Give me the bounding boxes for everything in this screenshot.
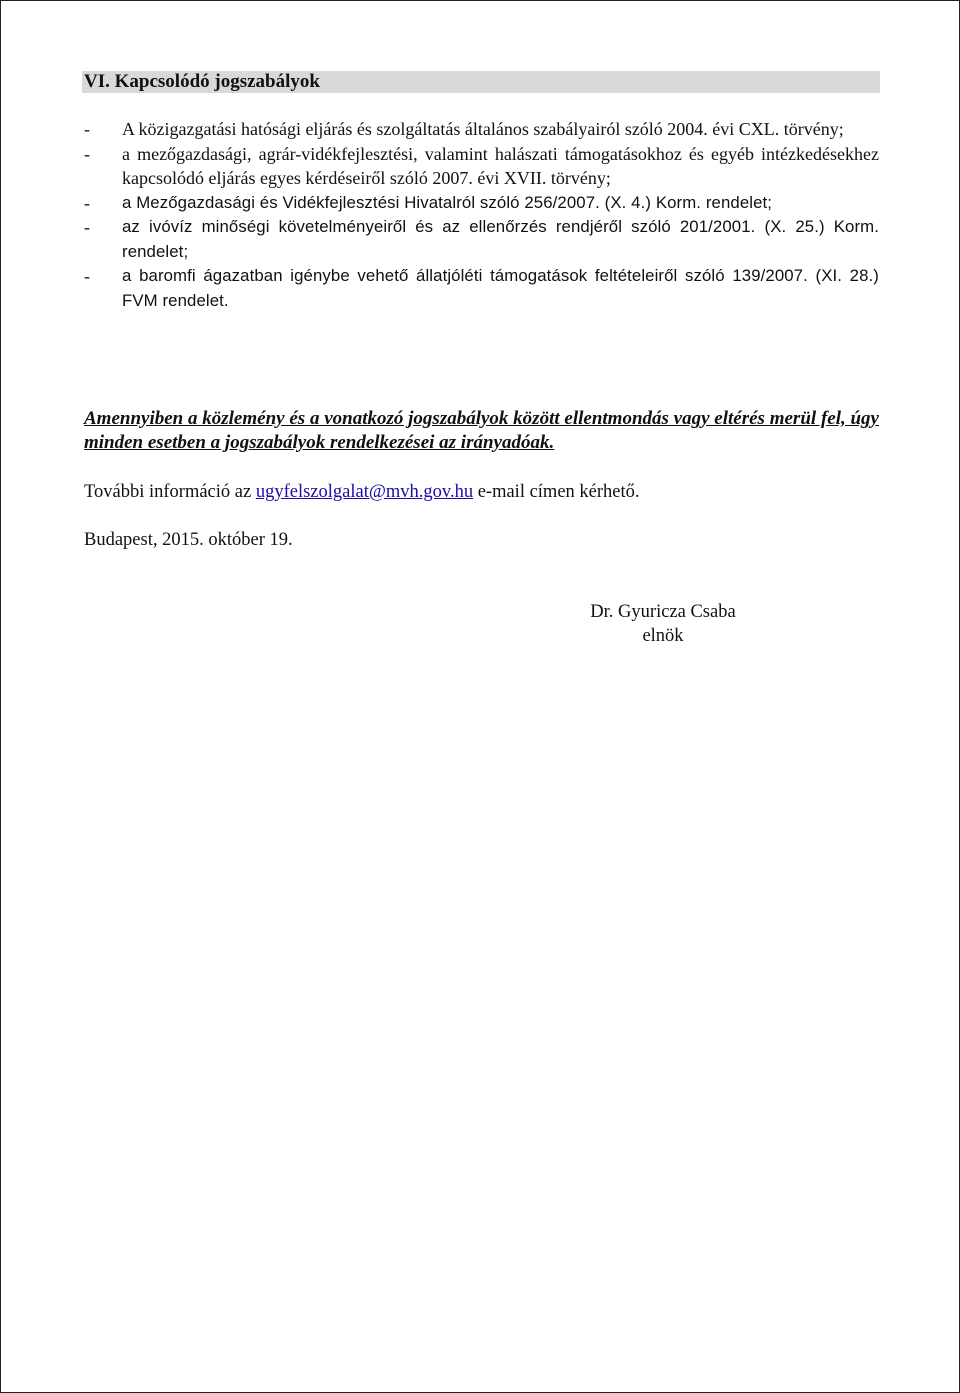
contact-line	[84, 480, 879, 504]
signature-block	[565, 600, 761, 648]
signatory-name: Dr. Gyuricza Csaba	[590, 602, 736, 622]
law-item-text: a baromfi ágazatban igénybe vehető állatjóléti támogatások feltételeiről szóló 139/2007. (XI. 28.) FVM rendelet.	[122, 266, 879, 310]
law-item: - a Mezőgazdasági és Vidékfejlesztési Hivatalról szóló 256/2007. (X. 4.) Korm. rendelet;	[84, 191, 879, 216]
law-item-text: A közigazgatási hatósági eljárás és szolgáltatás általános szabályairól szóló 2004. évi CXL. törvény;	[122, 119, 844, 139]
law-item-text: az ivóvíz minőségi követelményeiről és az ellenőrzés rendjéről szóló 201/2001. (X. 25.) Korm. rendelet;	[122, 217, 879, 261]
related-laws-list	[84, 117, 879, 313]
date-line: Budapest, 2015. október 19.	[84, 530, 293, 550]
law-item: - az ivóvíz minőségi követelményeiről és az ellenőrzés rendjéről szóló 201/2001. (X. 25.) Korm. rendelet;	[84, 215, 879, 264]
law-item-text: a mezőgazdasági, agrár-vidékfejlesztési, valamint halászati támogatásokhoz és egyéb intézkedésekhez kapcsolódó eljárás egyes kérdéseiről szóló 2007. évi XVII. törvény;	[122, 143, 879, 188]
law-item: - a mezőgazdasági, agrár-vidékfejlesztési, valamint halászati támogatásokhoz és egyéb intézkedésekhez kapcsolódó eljárás egyes kérdéseiről szóló 2007. évi XVII. törvény;	[84, 142, 879, 191]
contact-suffix: e-mail címen kérhető.	[473, 482, 640, 502]
disclaimer-text: Amennyiben a közlemény és a vonatkozó jogszabályok között ellentmondás vagy eltérés merül fel, úgy minden esetben a jogszabályok rendelkezései az irányadóak.	[84, 408, 879, 453]
signatory-title: elnök	[642, 626, 684, 646]
section-heading: VI. Kapcsolódó jogszabályok	[82, 71, 880, 93]
law-item-text: a Mezőgazdasági és Vidékfejlesztési Hivatalról szóló 256/2007. (X. 4.) Korm. rendelet;	[122, 192, 773, 212]
contact-prefix: További információ az	[84, 482, 256, 502]
email-link[interactable]: ugyfelszolgalat@mvh.gov.hu	[255, 482, 474, 502]
law-item: - A közigazgatási hatósági eljárás és szolgáltatás általános szabályairól szóló 2004. évi CXL. törvény;	[84, 117, 879, 142]
law-item: - a baromfi ágazatban igénybe vehető állatjóléti támogatások feltételeiről szóló 139/2007. (XI. 28.) FVM rendelet.	[84, 264, 879, 313]
